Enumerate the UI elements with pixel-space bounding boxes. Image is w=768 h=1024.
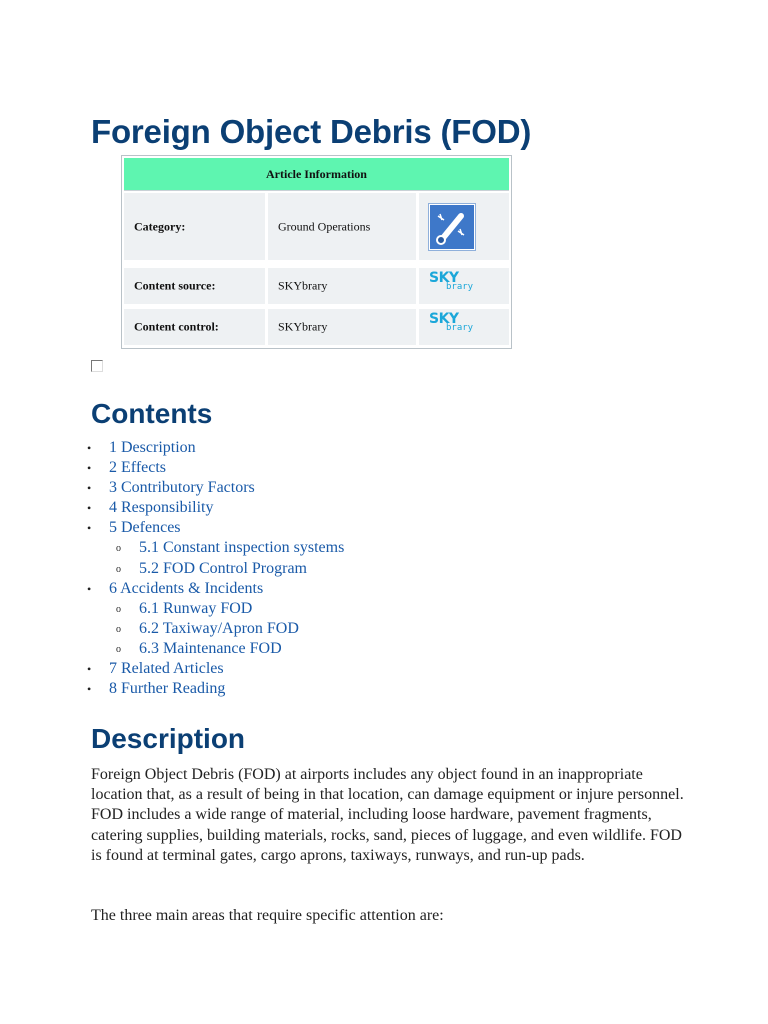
toc-link[interactable]: 8 Further Reading [109, 680, 226, 698]
toc-item-defences [87, 518, 591, 538]
bullet-icon: • [87, 501, 92, 516]
toc-item-constant-inspection-systems [91, 538, 591, 558]
toc-item-taxiway-apron-fod [91, 619, 591, 639]
info-box-header: Article Information [124, 158, 509, 191]
article-info-box [121, 155, 512, 349]
description-paragraph: Foreign Object Debris (FOD) at airports includes any object found in an inappropriate location that, as a result of being in that location, can damage equipment or injure personnel. FOD includes a wide range of material, including loose hardware, pavement fragments, catering supplies, building materials, rocks, sand, pieces of luggage, and even wildlife. FOD is found at terminal gates, cargo aprons, taxiways, runways, and run-up pads. [91, 766, 684, 864]
toc-item-contributory-factors [87, 478, 591, 498]
bullet-icon: • [87, 581, 92, 596]
sub-bullet-icon: o [116, 623, 121, 635]
description-paragraph-2: The three main areas that require specific attention are: [91, 907, 444, 924]
toc-link[interactable]: 6.2 Taxiway/Apron FOD [139, 619, 299, 637]
table-of-contents [87, 438, 591, 699]
sub-bullet-icon: o [116, 603, 121, 615]
toc-link[interactable]: 6 Accidents & Incidents [109, 579, 264, 597]
toc-item-maintenance-fod [91, 639, 591, 659]
toc-link[interactable]: 6.3 Maintenance FOD [139, 639, 282, 657]
content-control-logo-cell [419, 309, 509, 345]
description-heading: Description [91, 723, 246, 754]
toc-item-effects [87, 458, 591, 478]
sub-bullet-icon: o [116, 543, 121, 555]
sub-bullet-icon: o [116, 563, 121, 575]
toc-item-further-reading [87, 679, 591, 699]
contents-heading: Contents [91, 398, 213, 429]
broken-image-placeholder-icon [91, 360, 103, 372]
content-source-value: SKYbrary [268, 268, 416, 304]
toc-link[interactable]: 4 Responsibility [109, 499, 214, 517]
toc-link[interactable]: 6.1 Runway FOD [139, 599, 253, 617]
toc-item-related-articles [87, 659, 591, 679]
skybrary-logo: SKY brary [429, 270, 474, 292]
toc-link[interactable]: 1 Description [109, 439, 196, 456]
bullet-icon: • [87, 662, 92, 677]
skybrary-logo: SKY brary [429, 311, 474, 333]
toc-item-accidents-incidents [87, 579, 591, 599]
toc-item-description [87, 438, 591, 458]
category-label: Category: [124, 193, 265, 260]
toc-link[interactable]: 5.2 FOD Control Program [139, 559, 307, 577]
bullet-icon: • [87, 521, 92, 536]
toc-item-runway-fod [91, 599, 591, 619]
bullet-icon: • [87, 461, 92, 476]
category-value: Ground Operations [268, 193, 416, 260]
toc-item-responsibility [87, 498, 591, 518]
content-control-value: SKYbrary [268, 309, 416, 345]
content-control-label: Content control: [124, 309, 265, 345]
sub-bullet-icon: o [116, 643, 121, 655]
toc-item-fod-control-program [91, 559, 591, 579]
toc-link[interactable]: 3 Contributory Factors [109, 479, 255, 497]
bullet-icon: • [87, 682, 92, 697]
toc-link[interactable]: 5.1 Constant inspection systems [139, 539, 345, 557]
page-title: Foreign Object Debris (FOD) [91, 113, 532, 150]
content-source-logo-cell [419, 268, 509, 304]
content-source-label: Content source: [124, 268, 265, 304]
category-icon-cell [419, 193, 509, 260]
ground-operations-category-icon [429, 204, 475, 250]
bullet-icon: • [87, 441, 92, 455]
toc-link[interactable]: 2 Effects [109, 459, 167, 477]
toc-link[interactable]: 7 Related Articles [109, 660, 224, 678]
toc-link[interactable]: 5 Defences [109, 519, 181, 537]
bullet-icon: • [87, 481, 92, 496]
